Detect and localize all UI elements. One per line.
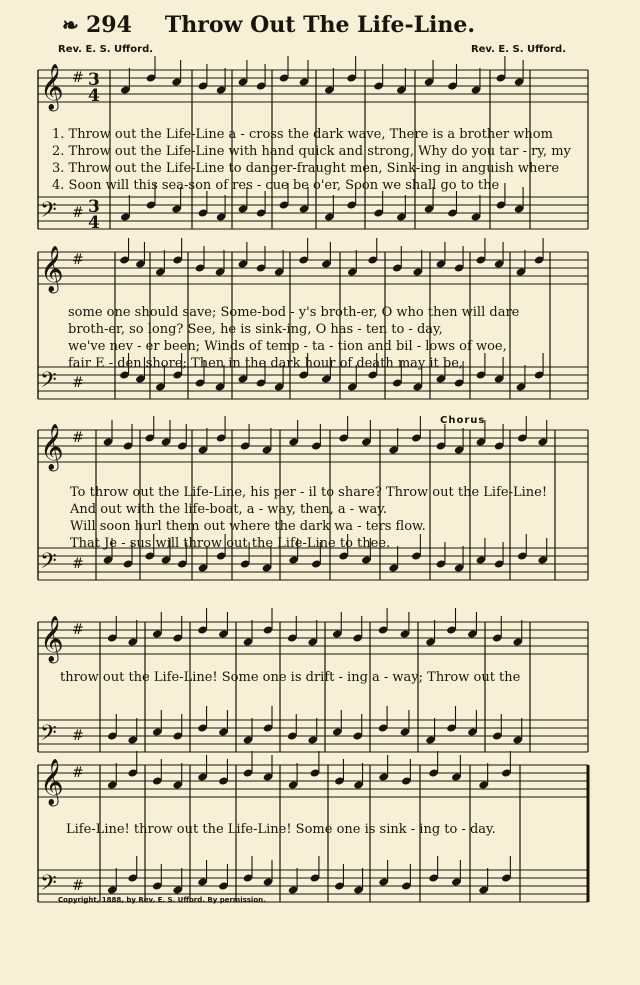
treble-clef-icon: 𝄞 bbox=[40, 246, 64, 292]
sharp-sign-icon: # bbox=[72, 622, 84, 638]
chorus-line-1: throw out the Life-Line! Some one is drift - ing a - way; Throw out the bbox=[60, 670, 521, 685]
verse-line: broth-er, so long? See, he is sink-ing, O has - ten to - day, bbox=[68, 322, 443, 337]
verses-block-3 bbox=[70, 484, 547, 552]
hymn-mark-icon: ❧ bbox=[62, 13, 79, 37]
verse-line: 1. Throw out the Life-Line a - cross the dark wave, There is a brother whom bbox=[52, 127, 553, 142]
copyright-notice: Copyright, 1888, by Rev. E. S. Ufford. By permission. bbox=[58, 896, 266, 904]
time-signature-top: 3 bbox=[88, 197, 100, 217]
bass-clef-icon: 𝄢 bbox=[40, 871, 57, 901]
sharp-sign-icon: # bbox=[72, 205, 84, 221]
author-left: Rev. E. S. Ufford. bbox=[58, 44, 154, 55]
sharp-sign-icon: # bbox=[72, 556, 84, 572]
sharp-sign-icon: # bbox=[72, 765, 84, 781]
verse-line: And out with the life-boat, a - way, then, a - way. bbox=[70, 502, 387, 517]
verse-line: 3. Throw out the Life-Line to danger-fraught men, Sink-ing in anguish where bbox=[52, 161, 560, 176]
sharp-sign-icon: # bbox=[72, 70, 84, 86]
verse-line: That Je - sus will throw out the Life-Line to thee. bbox=[70, 536, 391, 551]
verse-line: Will soon hurl them out where the dark wa - ters flow. bbox=[70, 519, 426, 534]
verse-line: To throw out the Life-Line, his per - il to share? Throw out the Life-Line! bbox=[70, 485, 548, 500]
time-signature-top: 3 bbox=[88, 70, 100, 90]
verse-line: fair E - den shore; Then in the dark hour of death may it be, bbox=[68, 356, 464, 371]
bass-clef-icon: 𝄢 bbox=[40, 368, 57, 398]
verse-line: 4. Soon will this sea-son of res - cue be o'er, Soon we shall go to the bbox=[52, 178, 500, 193]
verse-line: 2. Throw out the Life-Line with hand quick and strong, Why do you tar - ry, my bbox=[52, 144, 571, 159]
bass-clef-icon: 𝄢 bbox=[40, 721, 57, 751]
sharp-sign-icon: # bbox=[72, 878, 84, 894]
chorus-line-2: Life-Line! throw out the Life-Line! Some one is sink - ing to - day. bbox=[66, 822, 496, 837]
treble-clef-icon: 𝄞 bbox=[40, 64, 64, 110]
chorus-label: Chorus bbox=[440, 415, 486, 426]
sharp-sign-icon: # bbox=[72, 728, 84, 744]
treble-clef-icon: 𝄞 bbox=[40, 616, 64, 662]
hymn-title: Throw Out The Life-Line. bbox=[164, 12, 476, 38]
author-right: Rev. E. S. Ufford. bbox=[470, 44, 566, 55]
sharp-sign-icon: # bbox=[72, 430, 84, 446]
time-signature-bottom: 4 bbox=[88, 86, 100, 106]
treble-clef-icon: 𝄞 bbox=[40, 759, 64, 805]
verses-block-1 bbox=[52, 126, 571, 194]
hymn-number-text: 294 bbox=[86, 12, 132, 38]
time-signature-bottom: 4 bbox=[88, 213, 100, 233]
bass-clef-icon: 𝄢 bbox=[40, 198, 57, 228]
sharp-sign-icon: # bbox=[72, 252, 84, 268]
treble-clef-icon: 𝄞 bbox=[40, 424, 64, 470]
verse-line: some one should save; Some-bod - y's broth-er, O who then will dare bbox=[68, 305, 520, 320]
bass-clef-icon: 𝄢 bbox=[40, 549, 57, 579]
verse-line: we've nev - er been; Winds of temp - ta - tion and bil - lows of woe, bbox=[68, 339, 507, 354]
verses-block-2 bbox=[68, 304, 519, 372]
sharp-sign-icon: # bbox=[72, 375, 84, 391]
